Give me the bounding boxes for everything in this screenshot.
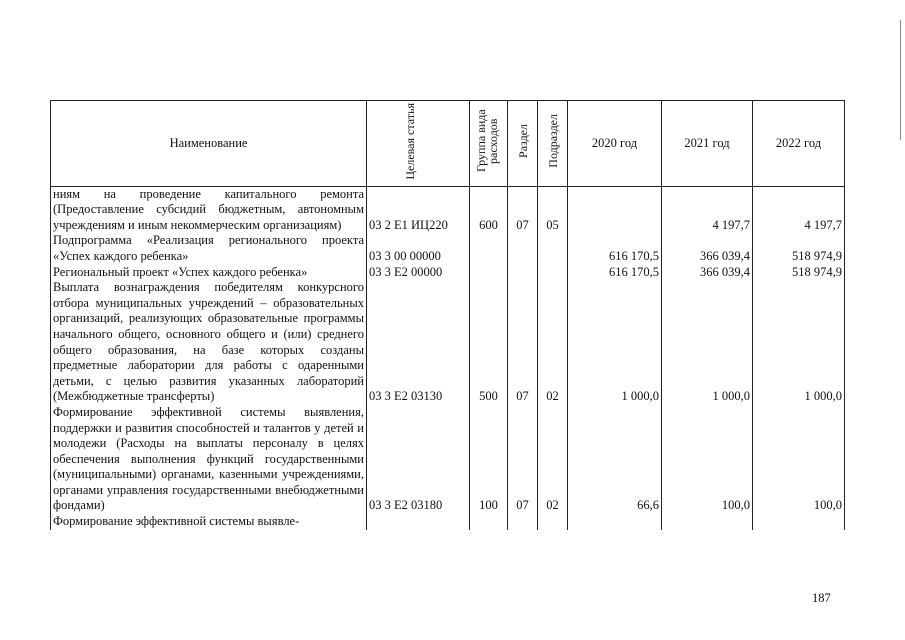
row-target-code: [367, 514, 470, 530]
table-row: [51, 265, 845, 281]
row-expense-group: [470, 265, 508, 281]
header-2021: 2021 год: [662, 101, 753, 187]
row-expense-group: 100: [470, 405, 508, 514]
row-2021: [662, 514, 753, 530]
table-row: [51, 514, 845, 530]
row-2021: 366 039,4: [662, 265, 753, 281]
row-2022: 4 197,7: [753, 186, 845, 233]
header-2022: 2022 год: [753, 101, 845, 187]
row-target-code: 03 3 E2 03130: [367, 280, 470, 405]
row-2021: 1 000,0: [662, 280, 753, 405]
header-target: Целевая статья: [367, 101, 470, 187]
row-2021: 4 197,7: [662, 186, 753, 233]
row-2020: 616 170,5: [568, 265, 662, 281]
row-2021: 366 039,4: [662, 233, 753, 264]
row-2020: [568, 186, 662, 233]
table-row: [51, 280, 845, 405]
row-subsection: [538, 233, 568, 264]
row-subsection: 05: [538, 186, 568, 233]
row-section: [508, 233, 538, 264]
row-section: [508, 514, 538, 530]
row-subsection: [538, 265, 568, 281]
row-expense-group: 500: [470, 280, 508, 405]
row-section: 07: [508, 186, 538, 233]
page-number: 187: [812, 591, 831, 605]
row-2020: 66,6: [568, 405, 662, 514]
row-2022: 100,0: [753, 405, 845, 514]
table-row: [51, 405, 845, 514]
row-name: ниям на проведение капитального ремонта (Предоставление субсидий бюджетным, автономным учреждениям и иным некоммерческим организациям): [51, 186, 367, 233]
row-2020: 616 170,5: [568, 233, 662, 264]
row-2021: 100,0: [662, 405, 753, 514]
row-section: 07: [508, 280, 538, 405]
row-target-code: 03 3 E2 00000: [367, 265, 470, 281]
row-subsection: 02: [538, 280, 568, 405]
header-name: Наименование: [51, 101, 367, 187]
header-section: Раздел: [508, 101, 538, 187]
header-2020: 2020 год: [568, 101, 662, 187]
row-2022: 518 974,9: [753, 265, 845, 281]
row-name: Формирование эффективной системы выявления, поддержки и развития способностей и талантов у детей и молодежи (Расходы на выплаты персоналу в целях обеспечения выполнения функций государственными (муниципальными) органами, казенными учреждениями, органами управления государственными внебюджетными фондами): [51, 405, 367, 514]
row-section: [508, 265, 538, 281]
row-expense-group: [470, 514, 508, 530]
row-name: Региональный проект «Успех каждого ребенка»: [51, 265, 367, 281]
row-target-code: 03 2 E1 ИЦ220: [367, 186, 470, 233]
row-name: Формирование эффективной системы выявле-: [51, 514, 367, 530]
row-2020: 1 000,0: [568, 280, 662, 405]
header-group: Группа вида расходов: [470, 101, 508, 187]
row-expense-group: [470, 233, 508, 264]
row-2022: 1 000,0: [753, 280, 845, 405]
row-expense-group: 600: [470, 186, 508, 233]
row-name: Подпрограмма «Реализация регионального проекта «Успех каждого ребенка»: [51, 233, 367, 264]
table-row: [51, 233, 845, 264]
row-2020: [568, 514, 662, 530]
scan-page-edge: [900, 20, 901, 140]
row-name: Выплата вознаграждения победителям конкурсного отбора муниципальных учреждений – образовательных организаций, реализующих образовательные программы начального общего, основного общего и (или) среднего общего образования, на базе которых созданы предметные лаборатории для работы с одаренными детьми, с целью развития указанных лабораторий (Межбюджетные трансферты): [51, 280, 367, 405]
row-subsection: 02: [538, 405, 568, 514]
header-subsection: Подраздел: [538, 101, 568, 187]
row-target-code: 03 3 00 00000: [367, 233, 470, 264]
row-target-code: 03 3 E2 03180: [367, 405, 470, 514]
table-header-row: [51, 101, 845, 187]
table-row: [51, 186, 845, 233]
row-section: 07: [508, 405, 538, 514]
budget-table: [50, 100, 845, 530]
row-2022: [753, 514, 845, 530]
row-2022: 518 974,9: [753, 233, 845, 264]
row-subsection: [538, 514, 568, 530]
